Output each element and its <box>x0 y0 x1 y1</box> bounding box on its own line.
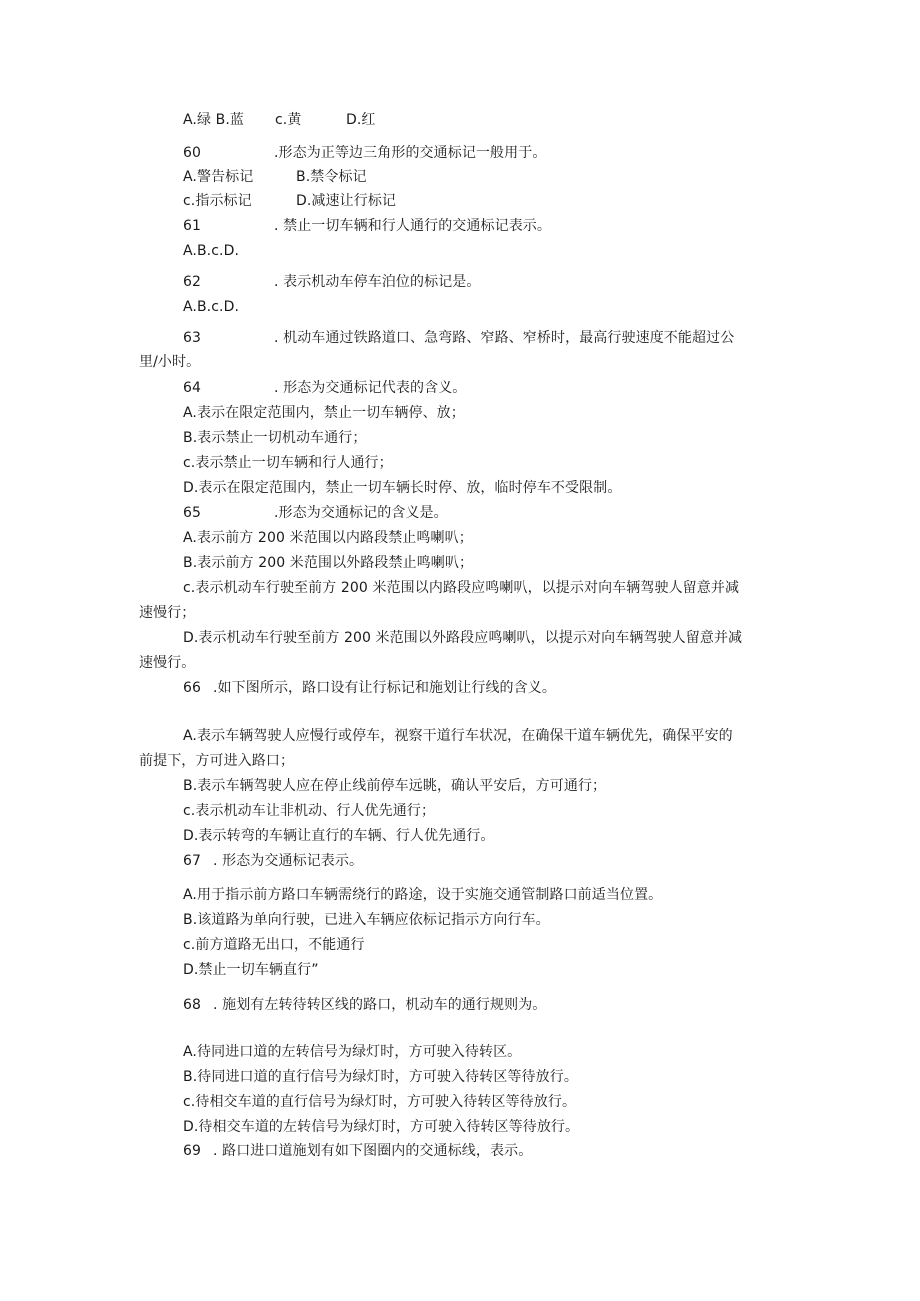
question-number: 68 <box>183 997 202 1013</box>
option-text: c.指示标记 <box>183 193 252 209</box>
option-text: c.表示禁止一切车辆和行人通行； <box>183 455 393 471</box>
question-text: . 禁止一切车辆和行人通行的交通标记表示。 <box>274 218 551 234</box>
option-text: A.表示前方 200 米范围以内路段禁止鸣喇叭； <box>183 530 473 546</box>
question-text: .如下图所示，路口设有让行标记和施划让行线的含义。 <box>213 680 556 696</box>
option-text: A.绿 B.蓝 <box>183 112 244 128</box>
option-text: D.减速让行标记 <box>296 193 397 209</box>
question-number: 67 <box>183 853 202 869</box>
option-text: D.待相交车道的左转信号为绿灯时，方可驶入待转区等待放行。 <box>183 1119 580 1135</box>
option-text: D.红 <box>346 112 376 128</box>
question-number: 61 <box>183 218 202 234</box>
option-text: A.B.c.D. <box>183 299 240 315</box>
option-text: A.待同进口道的左转信号为绿灯时，方可驶入待转区。 <box>183 1044 522 1060</box>
option-text: B.表示前方 200 米范围以外路段禁止鸣喇叭； <box>183 555 474 571</box>
option-text: A.B.c.D. <box>183 243 240 259</box>
option-text: B.待同进口道的直行信号为绿灯时，方可驶入待转区等待放行。 <box>183 1069 578 1085</box>
option-text: B.表示禁止一切机动车通行； <box>183 430 367 446</box>
option-text-continuation: 前提下，方可进入路口； <box>139 753 295 769</box>
option-text: A.用于指示前方路口车辆需绕行的路途，设于实施交通管制路口前适当位置。 <box>183 887 663 903</box>
option-text: A.表示在限定范围内，禁止一切车辆停、放； <box>183 405 465 421</box>
option-text: B.表示车辆驾驶人应在停止线前停车远眺，确认平安后，方可通行； <box>183 778 607 794</box>
question-text: . 机动车通过铁路道口、急弯路、窄路、窄桥时，最高行驶速度不能超过公 <box>274 330 735 346</box>
question-number: 66 <box>183 680 202 696</box>
question-text-continuation: 里/小时。 <box>139 354 201 370</box>
question-number: 69 <box>183 1143 202 1159</box>
option-text: c.表示机动车行驶至前方 200 米范围以内路段应鸣喇叭，以提示对向车辆驾驶人留意并减 <box>183 580 740 596</box>
option-text: D.表示转弯的车辆让直行的车辆、行人优先通行。 <box>183 828 495 844</box>
question-text: .形态为交通标记的含义是。 <box>274 505 448 521</box>
question-text: . 施划有左转待转区线的路口，机动车的通行规则为。 <box>213 997 547 1013</box>
option-text: c.前方道路无出口，不能通行 <box>183 937 365 953</box>
option-row <box>183 110 244 130</box>
option-text-continuation: 速慢行。 <box>139 655 196 671</box>
question-number: 65 <box>183 505 202 521</box>
option-text: B.禁令标记 <box>296 169 367 185</box>
question-number: 60 <box>183 145 202 161</box>
question-text: .形态为正等边三角形的交通标记一般用于。 <box>274 145 547 161</box>
question-number: 63 <box>183 330 202 346</box>
option-text: A.表示车辆驾驶人应慢行或停车，视察干道行车状况，在确保干道车辆优先，确保平安的 <box>183 728 733 744</box>
question-number: 64 <box>183 380 202 396</box>
option-text: c.黄 <box>275 112 302 128</box>
option-text: B.该道路为单向行驶，已进入车辆应依标记指示方向行车。 <box>183 912 550 928</box>
option-text: D.表示在限定范围内，禁止一切车辆长时停、放，临时停车不受限制。 <box>183 480 622 496</box>
option-text: D.禁止一切车辆直行” <box>183 962 319 978</box>
option-text: D.表示机动车行驶至前方 200 米范围以外路段应鸣喇叭，以提示对向车辆驾驶人留意并减 <box>183 630 743 646</box>
question-number: 62 <box>183 274 202 290</box>
option-text-continuation: 速慢行； <box>139 605 196 621</box>
question-text: . 形态为交通标记表示。 <box>213 853 364 869</box>
option-text: c.待相交车道的直行信号为绿灯时，方可驶入待转区等待放行。 <box>183 1094 577 1110</box>
question-text: . 路口进口道施划有如下图圈内的交通标线，表示。 <box>213 1143 533 1159</box>
question-text: . 表示机动车停车泊位的标记是。 <box>274 274 481 290</box>
option-text: c.表示机动车让非机动、行人优先通行； <box>183 803 436 819</box>
option-text: A.警告标记 <box>183 169 254 185</box>
question-text: . 形态为交通标记代表的含义。 <box>274 380 467 396</box>
